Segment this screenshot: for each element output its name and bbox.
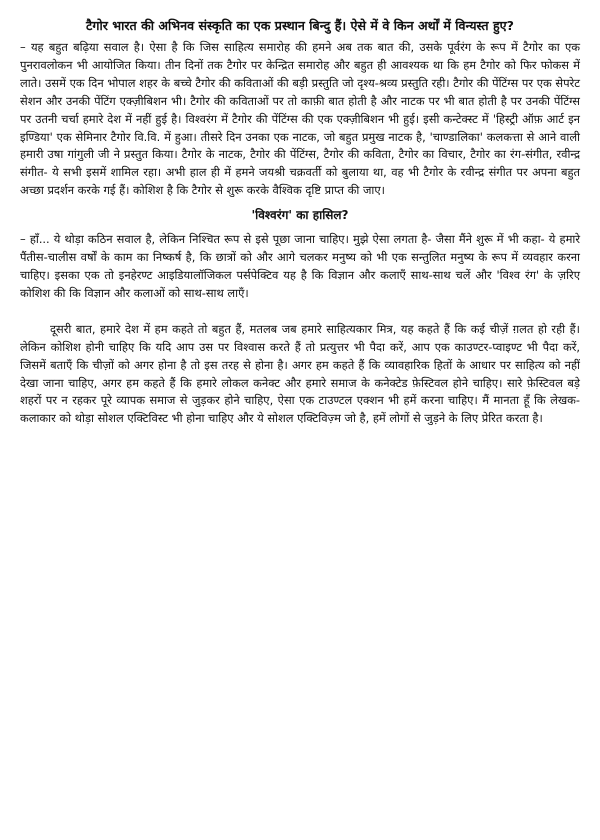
answer-paragraph-2: – हाँ... ये थोड़ा कठिन सवाल है, लेकिन निश्चित रूप से इसे पूछा जाना चाहिए। मुझे ऐसा लगता है- जैसा मैंने शुरू में भी कहा- ये हमारे पैंतीस-चालीस वर्षों के काम का निष्कर्ष है, कि छात्रों को और आगे चलकर मनुष्य को भी एक सन्तुलित मनुष्य के रूप में व्यवहार करना चाहिए। इसका एक तो इनहेरण्ट आइडियालॉजिकल पर्सपेक्टिव यह है कि विज्ञान और कलाएँ साथ-साथ चलें और 'विश्व रंग' के ज़रिए कोशिश की कि विज्ञान और कलाओं को साथ-साथ लाएँ।	[20, 232, 580, 300]
question-subheading: 'विश्वरंग' का हासिल?	[251, 208, 349, 223]
question-heading: टैगोर भारत की अभिनव संस्कृति का एक प्रस्थान बिन्दु हैं। ऐसे में वे किन अर्थों में विन्यस्त हुए?	[86, 18, 514, 33]
answer-paragraph-1: – यह बहुत बढ़िया सवाल है। ऐसा है कि जिस साहित्य समारोह की हमने अब तक बात की, उसके पूर्वरंग के रूप में टैगोर का एक पुनरावलोकन भी आयोजित किया। तीन दिनों तक टैगोर पर केन्द्रित समारोह और बहुत ही आवश्यक था कि हम टैगोर को फिर फोकस में लाते। उसमें एक दिन भोपाल शहर के बच्चे टैगोर की कविताओं की बड़ी प्रस्तुति जो दृश्य-श्रव्य प्रस्तुति रही। टैगोर की पेंटिंग्स पर एक सेपरेट सेशन और उनकी पेंटिंग एक्ज़ीबिशन भी। टैगोर की कविताओं पर तो काफ़ी बात होती है और नाटक पर भी बात होती है पर उनकी पेंटिंग्स पर उतनी चर्चा हमारे देश में नहीं हुई है। विश्वरंग में टैगोर की पेंटिंग्स की एक एक्ज़ीबिशन भी हुई। इसी कन्टेक्स्ट में 'हिस्ट्री ऑफ़ आर्ट इन इण्डिया' एक सेमिनार टैगोर वि.वि. में हुआ। तीसरे दिन उनका एक नाटक, जो बहुत प्रमुख नाटक है, 'चाण्डालिका' कलकत्ता से आने वाली हमारी उषा गांगुली जी ने प्रस्तुत किया। टैगोर के नाटक, टैगोर की पेंटिंग्स, टैगोर की कविता, टैगोर का विचार, टैगोर का रंग-संगीत, रवीन्द्र संगीत- ये सभी इसमें शामिल रहा। अभी हाल ही में हमने जयश्री चक्रवर्ती को बुलाया था, वह भी टैगोर के रवीन्द्र संगीत पर अपना बहुत अच्छा प्रदर्शन करके गई हैं। कोशिश है कि टैगोर से शुरू करके वैश्विक दृष्टि प्राप्त की जाए।	[20, 40, 580, 198]
answer-paragraph-3: दूसरी बात, हमारे देश में हम कहते तो बहुत हैं, मतलब जब हमारे साहित्यकार मित्र, यह कहते हैं कि कई चीज़ें ग़लत हो रही हैं। लेकिन कोशिश होनी चाहिए कि यदि आप उस पर विश्वास करते हैं तो प्रत्युत्तर भी पैदा करें, आप एक काउण्टर-प्वाइण्ट भी पैदा करें, जिसमें बताएँ कि चीज़ों को अगर होना है तो इस तरह से होना है। अगर हम कहते हैं कि व्यावहारिक हितों के आधार पर साहित्य को नहीं देखा जाना चाहिए, अगर हम कहते हैं कि हमारे लोकल कनेक्ट और हमारे समाज के कनेक्टेड फ़ेस्टिवल होने चाहिए। सारे फ़ेस्टिवल बड़े शहरों पर न रहकर पूरे व्यापक समाज से जुड़कर होने चाहिए, ऐसा एक टाउण्टल एक्शन भी हमें करना चाहिए। मैं मानता हूँ कि लेखक-कलाकार को थोड़ा सोशल एक्टिविस्ट भी होना चाहिए और ये सोशल एक्टिविज़्म जो है, हमें लोगों से जुड़ने के लिए प्रेरित करता है।	[20, 321, 580, 426]
paragraph-gap	[20, 303, 580, 321]
